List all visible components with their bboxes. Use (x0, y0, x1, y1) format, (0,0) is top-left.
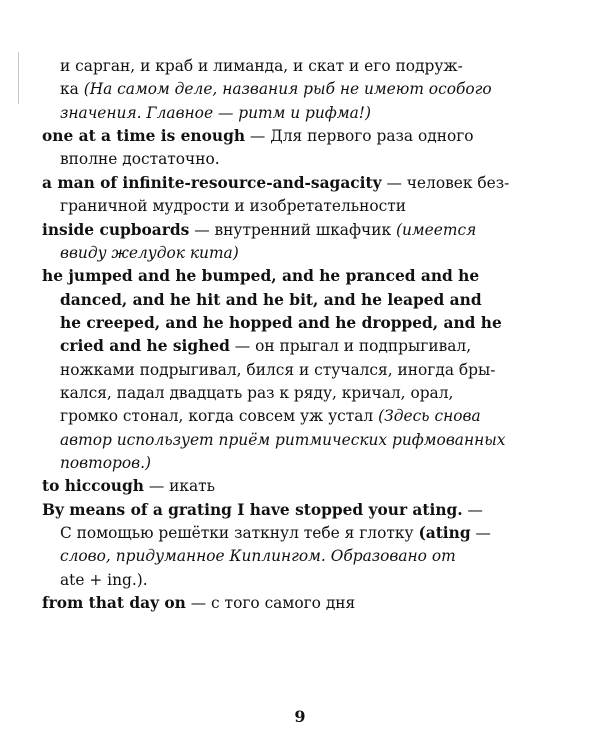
note: ввиду желудок кита) (60, 243, 239, 262)
text-line (60, 360, 495, 380)
translation: вполне достаточно. (60, 150, 220, 169)
text-line (60, 56, 463, 76)
term: inside cupboards (42, 220, 190, 239)
note: повторов.) (60, 454, 151, 472)
translation: — Для первого раза одного (245, 127, 474, 146)
term: to hiccough (42, 477, 144, 496)
text-line (60, 149, 220, 169)
text-line (42, 500, 483, 520)
text-line (42, 173, 509, 193)
text-line (60, 290, 482, 310)
term: cried and he sighed (60, 337, 230, 356)
translation: — икать (143, 477, 216, 496)
margin-rule (18, 52, 19, 104)
translation: и сарган, и краб и лиманда, и скат и его подруж- (60, 57, 463, 75)
term: one at a time is enough (42, 127, 246, 146)
text-line (60, 430, 505, 450)
term: By means of a grating I have stopped your ating. (42, 500, 463, 519)
text-line (60, 196, 406, 216)
text-line (60, 103, 371, 123)
note: слово, придуманное Киплингом. Образовано от (60, 547, 456, 566)
term: (ating (418, 524, 471, 542)
text-line (60, 243, 239, 263)
translation: ножками подрыгивал, бился и стучался, иногда бры- (60, 360, 496, 379)
text-line (60, 453, 151, 473)
term: a man of infinite-resource-and-sagacity (42, 173, 382, 192)
translation: С помощью решётки заткнул тебе я глотку (60, 524, 419, 542)
translation: — человек без- (381, 173, 510, 192)
translation: кался, падал двадцать раз к ряду, кричал, орал, (60, 383, 454, 402)
term: danced, and he hit and he bit, and he leaped and (60, 290, 482, 309)
translation: — внутренний шкафчик (189, 220, 396, 239)
page-number: 9 (294, 707, 306, 726)
text-line (60, 570, 148, 590)
text-line (42, 126, 474, 146)
text-line (60, 546, 456, 566)
note: (На самом деле, названия рыб не имеют особого (83, 80, 492, 99)
translation: граничной мудрости и изобретательности (60, 197, 407, 216)
text-line (60, 313, 502, 333)
text-line (42, 476, 215, 496)
text-line (60, 336, 471, 356)
translation: — (470, 524, 491, 542)
term: he jumped and he bumped, and he pranced and he (42, 267, 480, 286)
translation: ate + ing.). (60, 570, 148, 589)
text-line (42, 266, 479, 286)
term: he creeped, and he hopped and he dropped, and he (60, 313, 502, 332)
text-line (60, 79, 492, 99)
translation: ка (60, 80, 84, 99)
text-line (42, 220, 476, 240)
note: (Здесь снова (378, 407, 481, 426)
text-line (42, 593, 355, 613)
text-line (60, 383, 453, 403)
translation: громко стонал, когда совсем уж устал (60, 407, 379, 426)
translation: — он прыгал и подпрыгивал, (229, 337, 472, 356)
text-line (60, 523, 491, 543)
text-line (60, 406, 481, 426)
note: автор использует приём ритмических рифмованных (60, 430, 506, 449)
note: значения. Главное — ритм и рифма!) (60, 103, 371, 122)
term: from that day on (42, 594, 186, 613)
translation: — (462, 500, 483, 519)
translation: — с того самого дня (185, 594, 356, 613)
note: (имеется (395, 220, 477, 239)
